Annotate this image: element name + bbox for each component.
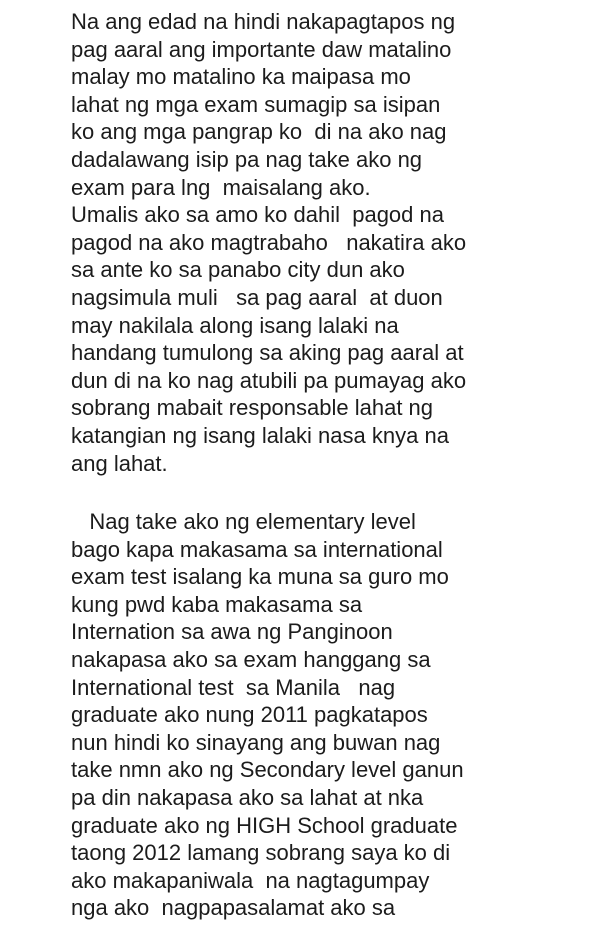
- text-line: pag aaral ang importante daw matalino: [71, 36, 452, 62]
- text-line: malay mo matalino ka maipasa mo: [71, 64, 411, 90]
- text-line: katangian ng isang lalaki nasa knya na: [71, 422, 449, 448]
- text-line: pagod na ako magtrabaho nakatira ako: [71, 229, 467, 255]
- text-line: taong 2012 lamang sobrang saya ko di: [71, 840, 451, 866]
- text-line: dun di na ko nag atubili pa pumayag ako: [71, 367, 467, 393]
- text-line: bago kapa makasama sa international: [71, 536, 443, 562]
- text-line: may nakilala along isang lalaki na: [71, 312, 399, 338]
- text-line: exam test isalang ka muna sa guro mo: [71, 564, 449, 590]
- text-line: Umalis ako sa amo ko dahil pagod na: [71, 202, 444, 228]
- text-line: nga ako nagpapasalamat ako sa: [71, 895, 396, 921]
- text-line: nakapasa ako sa exam hanggang sa: [71, 646, 431, 672]
- text-line: ko ang mga pangrap ko di na ako nag: [71, 119, 447, 145]
- text-line: Nag take ako ng elementary level: [71, 509, 416, 534]
- text-line: sobrang mabait responsable lahat ng: [71, 395, 434, 421]
- text-line: nagsimula muli sa pag aaral at duon: [71, 284, 443, 310]
- text-line: Internation sa awa ng Panginoon: [71, 619, 393, 645]
- text-line: take nmn ako ng Secondary level ganun: [71, 757, 464, 783]
- text-line: ako makapaniwala na nagtagumpay: [71, 867, 430, 893]
- text-line: exam para lng maisalang ako.: [71, 174, 371, 200]
- text-line: International test sa Manila nag: [71, 674, 396, 700]
- text-line: ang lahat.: [71, 450, 168, 476]
- text-line: lahat ng mga exam sumagip sa isipan: [71, 91, 441, 117]
- text-line: dadalawang isip pa nag take ako ng: [71, 146, 423, 172]
- text-line: Na ang edad na hindi nakapagtapos ng: [71, 9, 456, 34]
- paragraph-2: [71, 508, 591, 922]
- text-line: pa din nakapasa ako sa lahat at nka: [71, 784, 424, 810]
- text-line: handang tumulong sa aking pag aaral at: [71, 340, 464, 366]
- paragraph-1: [71, 8, 591, 477]
- text-line: sa ante ko sa panabo city dun ako: [71, 257, 405, 283]
- text-line: kung pwd kaba makasama sa: [71, 591, 363, 617]
- text-line: nun hindi ko sinayang ang buwan nag: [71, 729, 441, 755]
- text-line: graduate ako nung 2011 pagkatapos: [71, 702, 428, 728]
- text-line: graduate ako ng HIGH School graduate: [71, 812, 458, 838]
